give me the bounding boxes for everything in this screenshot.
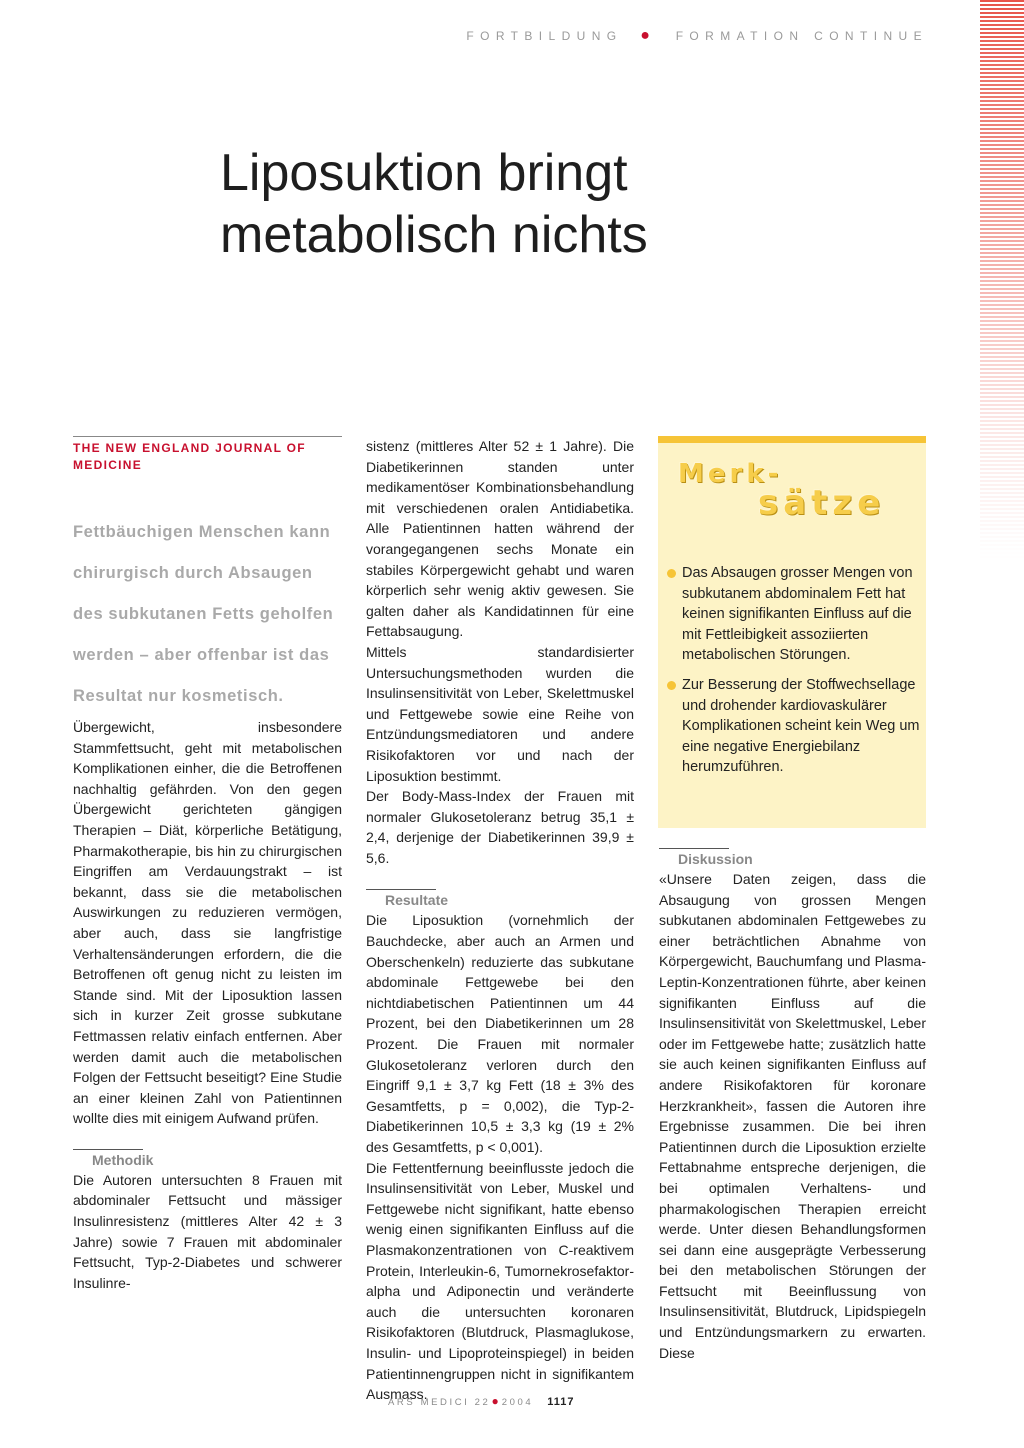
diskussion-heading: Diskussion <box>678 851 753 867</box>
title-line-1: Liposuktion bringt <box>220 144 628 202</box>
methodik-paragraph-3: Der Body-Mass-Index der Frauen mit normaler Glukosetoleranz betrug 35,1 ± 2,4, derjenige der Diabetikerinnen 39,9 ± 5,6. <box>366 788 634 866</box>
merksaetze-item-text: Zur Besserung der Stoffwechsellage und drohender kardiovaskulärer Komplikationen scheint kein Weg um eine negative Energiebilanz herumzuführen. <box>682 676 920 776</box>
merksaetze-item <box>666 675 922 778</box>
column-1 <box>73 436 342 1293</box>
methodik-paragraph-1b: sistenz (mittleres Alter 52 ± 1 Jahre). Die Diabetikerinnen standen unter medikamentöser Kombinationsbehandlung mit verschiedenen oralen Antidiabetika. Alle Patientinnen hatten während der vorangegangenen sechs Monate ein stabiles Körpergewicht gehabt und waren körperlich sehr wenig aktiv gewesen. Sie galten daher als Kandidatinnen für eine Fettabsaugung. <box>366 438 634 640</box>
merksaetze-title-line-2: sätze <box>758 483 886 523</box>
merksaetze-item-text: Das Absaugen grosser Mengen von subkutanem abdominalem Fett hat keinen signifikanten Einfluss auf die mit Fettleibigkeit assoziierten metabolischen Störungen. <box>682 565 913 664</box>
header-right-label: FORMATION CONTINUE <box>675 29 928 43</box>
methodik-paragraph-2: Mittels standardisierter Untersuchungsmethoden wurden die Insulinsensitivität von Leber, Skelettmuskel und Fettgewebe sowie eine Reihe von Entzündungsmediatoren und andere Risikofaktoren vor und nach der Liposuktion bestimmt. <box>366 643 634 784</box>
header-dot-icon: ● <box>640 27 650 44</box>
methodik-heading: Methodik <box>92 1151 154 1168</box>
column-2 <box>366 436 634 1405</box>
methodik-paragraph-1a: Die Autoren untersuchten 8 Frauen mit abdominaler Fettsucht und mässiger Insulinresistenz (mittleres Alter 42 ± 3 Jahre) sowie 7 Frauen mit abdominaler Fettsucht, Typ-2-Diabetes und schwerer Insulinre- <box>73 1171 342 1291</box>
bullet-icon <box>667 681 676 690</box>
page-number: 1117 <box>547 1396 575 1408</box>
diskussion-paragraph-1: «Unsere Daten zeigen, dass die Absaugung von grossen Mengen subkutanen abdominalen Fettgewebes zu einer beträchtlichen Abnahme von Körpergewicht, Bauchumfang und Plasma-Leptin-Konzentrationen führte, aber keinen signifikanten Einfluss auf die Insulinsensitivität von Skelettmuskel, Leber oder im Fettgewebe hatte; zusätzlich hatte sie auch keinen signifikanten Einfluss auf andere Risikofaktoren für koronare Herzkrankheit», fassen die Autoren ihre Ergebnisse zusammen. Die bei ihren Patientinnen durch die Liposuktion erzielte Fettabnahme entspreche derjenigen, die bei optimalen Verhaltens- und pharmakologischen Therapien erreicht werde. Unter diesen Behandlungsformen sei dann eine ausgeprägte Verbesserung bei den metabolischen Störungen der Fettsucht mit Beeinflussung von Insulinsensitivität, Blutdruck, Lipidspiegeln und Entzündungsmarkern zu erwarten. Diese <box>659 871 926 1361</box>
merksaetze-list <box>666 563 922 787</box>
header-left-label: FORTBILDUNG <box>466 29 623 43</box>
footer-year: 2004 <box>501 1397 534 1408</box>
intro-paragraph: Übergewicht, insbesondere Stammfettsucht, geht mit metabolischen Komplikationen einher, die die Betroffenen nachhaltig gefährden. Von den gegen Übergewicht gerichteten gängigen Therapien – Diät, körperliche Betätigung, Pharmakotherapie, bis hin zu chirurgischen Eingriffen am Verdauungstrakt – ist bekannt, dass sie die metabolischen Auswirkungen zu reduzieren vermögen, aber auch, dass sie langfristige Verhaltensänderungen erfordern, die die Betroffenen oft genug nicht zu leisten im Stande sind. Mit der Liposuktion lassen sich in kurzer Zeit grosse subkutane Fettmassen relativ einfach entfernen. Aber werden damit auch die metabolischen Folgen der Fettsucht beseitigt? Eine Studie an einer kleinen Zahl von Patientinnen wollte dies mit einigem Aufwand prüfen. <box>73 719 342 1127</box>
footer-journal: ARS MEDICI 22 <box>388 1397 491 1408</box>
resultate-paragraph-2: Die Fettentfernung beeinflusste jedoch die Insulinsensitivität von Leber, Muskel und Fettgewebe nicht signifikant, hatte ebenso wenig einen signifikanten Einfluss auf die Plasmakonzentrationen von C-reaktivem Protein, Interleukin-6, Tumornekrosefaktor-alpha und Adiponectin und veränderte auch die untersuchten koronaren Risikofaktoren (Blutdruck, Plasmaglukose, Insulin- und Lipoproteinspiegel) in beiden Patientinnengruppen nicht in signifikantem Ausmass. <box>366 1159 634 1403</box>
title-line-2: metabolisch nichts <box>220 206 648 264</box>
source-journal: THE NEW ENGLAND JOURNAL OF MEDICINE <box>73 441 306 472</box>
decorative-side-fade <box>980 0 1024 560</box>
section-header <box>356 27 928 45</box>
bullet-icon <box>667 569 676 578</box>
page-footer <box>388 1394 575 1408</box>
column-3 <box>659 848 926 1363</box>
resultate-heading: Resultate <box>385 892 449 909</box>
article-title <box>220 142 840 266</box>
footer-dot-icon: ● <box>491 1394 499 1408</box>
lead-text: Fettbäuchigen Menschen kann chirurgisch durch Absaugen des subkutanen Fetts geholfen werden – aber offenbar ist das Resultat nur kosmetisch. <box>73 523 334 705</box>
resultate-paragraph-1: Die Liposuktion (vornehmlich der Bauchdecke, aber auch an Armen und Oberschenkeln) reduzierte das subkutane abdominale Fettgewebe bei den nichtdiabetischen Patientinnen um 44 Prozent, bei den Diabetikerinnen um 28 Prozent. Die Frauen mit normaler Glukosetoleranz verloren durch den Eingriff 9,1 ± 3,7 kg Fett (18 ± 3% des Gesamtfetts, p = 0,002), die Typ-2-Diabetikerinnen 10,5 ± 3,3 kg (19 ± 2% des Gesamtfetts, p < 0,001). <box>366 912 634 1155</box>
merksaetze-box <box>658 436 926 828</box>
source-divider <box>73 436 342 437</box>
merksaetze-title-line-1: Merk- <box>678 459 783 489</box>
merksaetze-item <box>666 563 922 666</box>
